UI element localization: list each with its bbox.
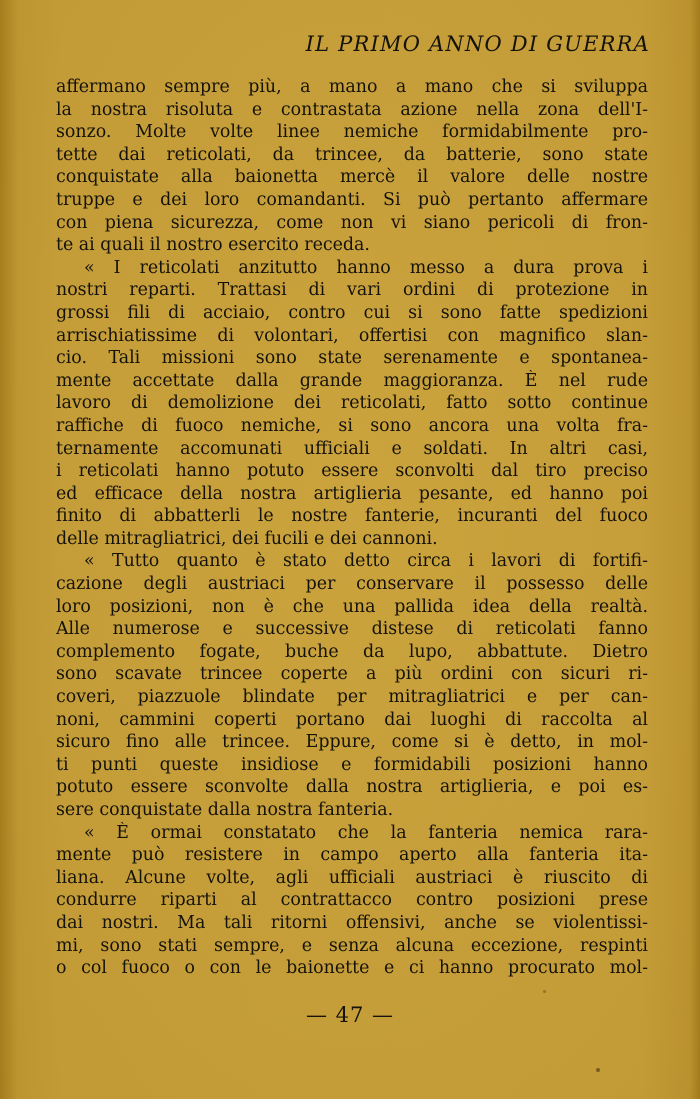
text-line: condurre riparti al contrattacco contro posizioni prese [56, 890, 648, 911]
text-line: sonzo. Molte volte linee nemiche formidabilmente pro- [56, 122, 648, 143]
text-line: con piena sicurezza, come non vi siano pericoli di fron- [56, 212, 648, 233]
text-line: grossi fili di acciaio, contro cui si sono fatte spedizioni [56, 302, 648, 323]
text-line: o col fuoco o con le baionette e ci hanno procurato mol- [56, 958, 648, 979]
text-line: potuto essere sconvolte dalla nostra artiglieria, e poi es- [56, 777, 648, 798]
text-line: loro posizioni, non è che una pallida idea della realtà. [56, 596, 648, 617]
text-line: mi, sono stati sempre, e senza alcuna eccezione, respinti [56, 935, 648, 956]
text-line: nostri reparti. Trattasi di vari ordini di protezione in [56, 280, 648, 301]
text-line: liana. Alcune volte, agli ufficiali austriaci è riuscito di [56, 867, 648, 888]
text-line: affermano sempre più, a mano a mano che si sviluppa [56, 77, 648, 97]
text-line: mente può resistere in campo aperto alla fanteria ita- [56, 845, 648, 866]
text-line: lavoro di demolizione dei reticolati, fatto sotto continue [56, 393, 648, 414]
text-line: sicuro fino alle trincee. Eppure, come si è detto, in mol- [56, 732, 648, 753]
text-line: ti punti queste insidiose e formidabili posizioni hanno [56, 754, 648, 775]
text-line: raffiche di fuoco nemiche, si sono ancora una volta fra- [56, 415, 648, 436]
text-line: coveri, piazzuole blindate per mitragliatrici e per can- [56, 687, 648, 708]
text-line: ternamente accomunati ufficiali e soldati. In altri casi, [56, 438, 648, 459]
text-line: cio. Tali missioni sono state serenamente e spontanea- [56, 348, 648, 369]
text-line: sono scavate trincee coperte a più ordini con sicuri ri- [56, 664, 648, 685]
text-line: truppe e dei loro comandanti. Si può pertanto affermare [56, 189, 648, 210]
text-line: ed efficace della nostra artiglieria pesante, ed hanno poi [56, 483, 648, 504]
text-line: te ai quali il nostro esercito receda. [56, 235, 370, 256]
paper-speck [596, 1068, 600, 1072]
page-number: — 47 — [305, 1003, 395, 1027]
text-line: arrischiatissime di volontari, offertisi con magnifico slan- [56, 325, 648, 346]
text-line: cazione degli austriaci per conservare il possesso delle [56, 574, 648, 595]
text-line: Alle numerose e successive distese di reticolati fanno [56, 619, 648, 640]
text-line: dai nostri. Ma tali ritorni offensivi, anche se violentissi- [56, 912, 648, 933]
text-line: noni, cammini coperti portano dai luoghi di raccolta al [56, 709, 648, 730]
body-text [56, 76, 648, 980]
paragraph-start-line: « Tutto quanto è stato detto circa i lavori di fortifi- [84, 551, 648, 572]
text-line: tette dai reticolati, da trincee, da batterie, sono state [56, 144, 648, 165]
paragraph-start-line: « È ormai constatato che la fanteria nemica rara- [84, 822, 648, 843]
text-line: la nostra risoluta e contrastata azione nella zona dell'I- [56, 99, 648, 120]
text-line: i reticolati hanno potuto essere sconvolti dal tiro preciso [56, 461, 648, 482]
text-line: finito di abbatterli le nostre fanterie, incuranti del fuoco [56, 506, 648, 527]
text-line: complemento fogate, buche da lupo, abbattute. Dietro [56, 641, 648, 662]
text-line: conquistate alla baionetta mercè il valore delle nostre [56, 167, 648, 188]
text-line: mente accettate dalla grande maggioranza. È nel rude [56, 370, 648, 391]
paragraph-start-line: « I reticolati anzitutto hanno messo a dura prova i [84, 257, 648, 278]
paper-speck [543, 990, 546, 993]
text-line: sere conquistate dalla nostra fanteria. [56, 800, 394, 820]
running-head: IL PRIMO ANNO DI GUERRA [305, 32, 650, 56]
text-line: delle mitragliatrici, dei fucili e dei cannoni. [56, 528, 438, 549]
